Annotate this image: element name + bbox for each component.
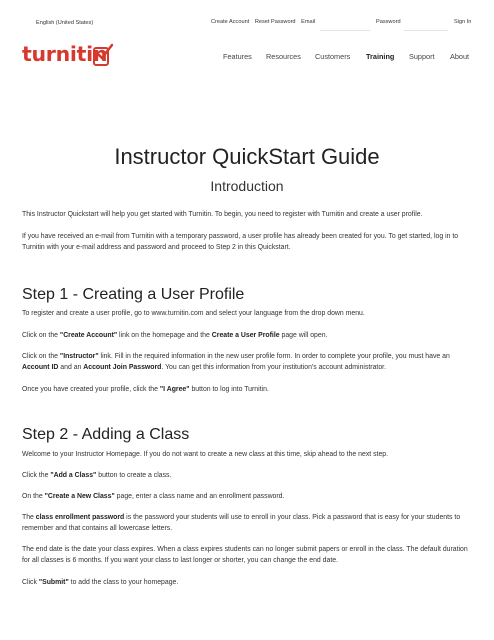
nav-features[interactable]: Features (223, 52, 252, 61)
reset-password-link[interactable]: Reset Password (254, 19, 296, 25)
create-account-link[interactable]: Create Account (211, 19, 250, 25)
nav-resources[interactable]: Resources (266, 52, 301, 61)
step1-heading: Step 1 - Creating a User Profile (22, 286, 245, 303)
language-selector[interactable]: English (United States) (36, 20, 94, 26)
page-title: Instructor QuickStart Guide (114, 144, 380, 169)
step2-paragraph-2: Click the "Add a Class" button to create a class. (22, 472, 172, 479)
logo-wordmark: turnitin (22, 42, 108, 66)
turnitin-logo[interactable] (22, 40, 132, 70)
step2-paragraph-4: The class enrollment password is the password your students will use to enroll in your class. Pick a password that is easy for your students to remember and that contains all lowercase letters. (22, 514, 461, 532)
step1-paragraph-3: Click on the "Instructor" link. Fill in the required information in the new user profile form. In order to complete your profile, you must have an Account ID and an Account Join Password. You can get this information from your institution's account administrator. (22, 353, 450, 371)
nav-about[interactable]: About (450, 52, 470, 61)
intro-paragraph-1: This Instructor Quickstart will help you get started with Turnitin. To begin, you need to register with Turnitin and create a user profile. (22, 211, 423, 218)
step2-heading: Step 2 - Adding a Class (22, 426, 190, 443)
step1-paragraph-2: Click on the "Create Account" link on the homepage and the Create a User Profile page will open. (22, 332, 328, 339)
step1-paragraph-1: To register and create a user profile, go to www.turnitin.com and select your language from the drop down menu. (22, 310, 365, 317)
nav-customers[interactable]: Customers (315, 52, 351, 61)
site-header (0, 36, 494, 76)
email-label: Email (301, 19, 316, 25)
step2-paragraph-5: The end date is the date your class expires. When a class expires students can no longer submit papers or enroll in the class. The default duration for all classes is 6 months. If you want your class to last longer or shorter, you can change the end date. (22, 546, 468, 564)
logo-mark-icon (90, 42, 116, 68)
email-field[interactable] (320, 26, 370, 31)
nav-support[interactable]: Support (409, 52, 435, 61)
account-links (211, 19, 319, 25)
password-field[interactable] (404, 26, 448, 31)
sign-in-button[interactable]: Sign In (454, 19, 472, 25)
password-label: Password (376, 19, 401, 25)
step2-paragraph-3: On the "Create a New Class" page, enter a class name and an enrollment password. (22, 493, 285, 500)
intro-paragraph-2: If you have received an e-mail from Turnitin with a temporary password, a user profile has already been created for you. To get started, log in to Turnitin with your e-mail address and password and proceed to Step 2 in this Quickstart. (22, 233, 459, 251)
page-subtitle: Introduction (210, 178, 284, 194)
step2-paragraph-6: Click "Submit" to add the class to your homepage. (22, 579, 179, 586)
nav-training[interactable]: Training (366, 52, 395, 61)
step2-paragraph-1: Welcome to your Instructor Homepage. If you do not want to create a new class at this time, skip ahead to the next step. (22, 451, 389, 458)
step1-paragraph-4: Once you have created your profile, click the "I Agree" button to log into Turnitin. (22, 386, 269, 393)
